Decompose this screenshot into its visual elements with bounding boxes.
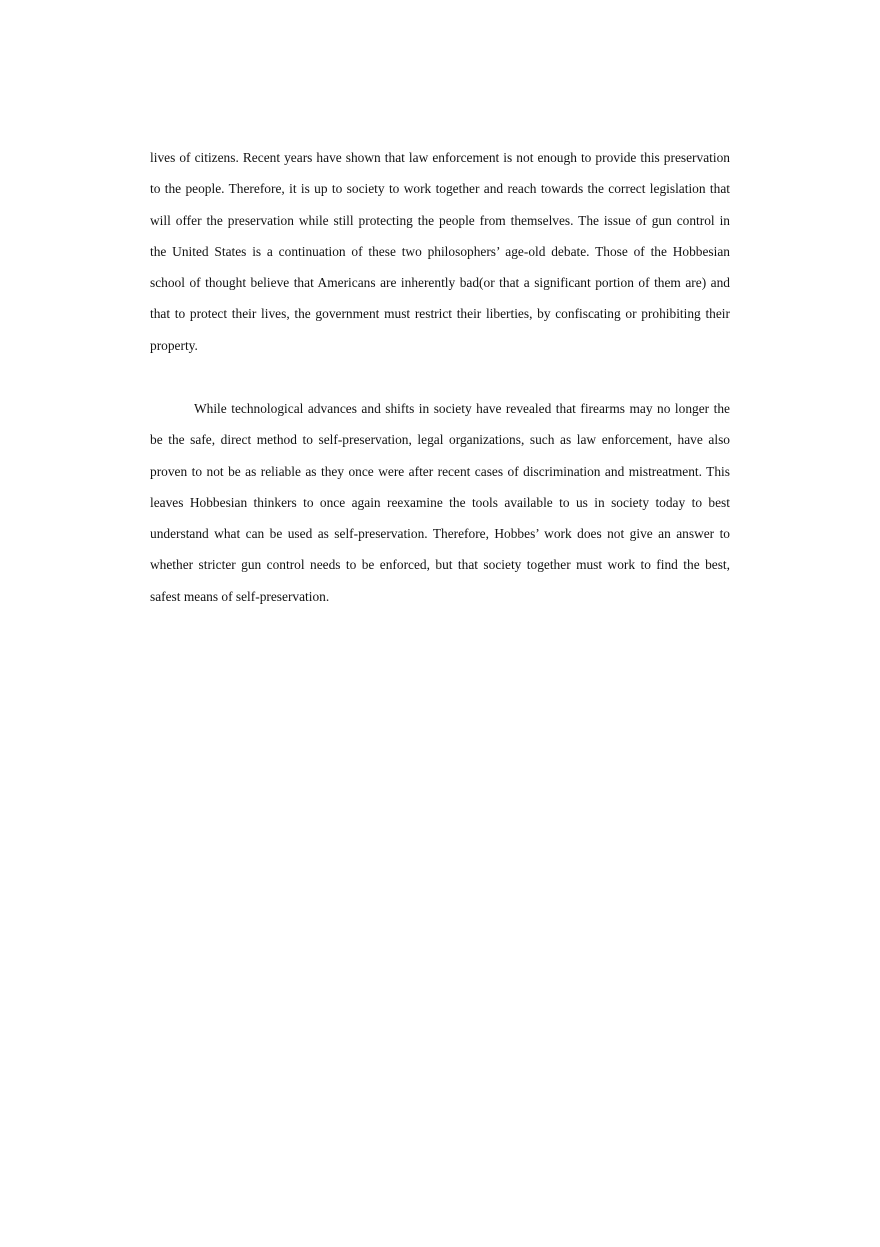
paragraph-line: to the people. Therefore, it is up to society to work together and reach towards the correct legislation that — [150, 181, 730, 197]
paragraph-line: understand what can be used as self-preservation. Therefore, Hobbes’ work does not give an answer to — [150, 526, 730, 542]
paragraph-line: be the safe, direct method to self-preservation, legal organizations, such as law enforcement, have also — [150, 432, 730, 448]
paragraph-line: safest means of self-preservation. — [150, 588, 330, 604]
paragraph-line: property. — [150, 337, 198, 353]
paragraph-line: leaves Hobbesian thinkers to once again reexamine the tools available to us in society today to best — [150, 494, 730, 510]
paragraph-line: While technological advances and shifts in society have revealed that firearms may no longer the — [194, 401, 730, 416]
paragraph-line: that to protect their lives, the government must restrict their liberties, by confiscating or prohibiting their — [150, 306, 730, 322]
paragraph-line: whether stricter gun control needs to be enforced, but that society together must work to find the best, — [150, 557, 730, 573]
paragraph-2 — [150, 393, 730, 612]
paragraph-line: proven to not be as reliable as they once were after recent cases of discrimination and mistreatment. This — [150, 463, 730, 479]
paragraph-line: the United States is a continuation of these two philosophers’ age-old debate. Those of the Hobbesian — [150, 243, 730, 259]
paragraph-1 — [150, 142, 730, 361]
paragraph-line: lives of citizens. Recent years have shown that law enforcement is not enough to provide this preservation — [150, 150, 730, 165]
paragraph-line: school of thought believe that Americans are inherently bad(or that a significant portion of them are) and — [150, 275, 730, 291]
paragraph-line: will offer the preservation while still protecting the people from themselves. The issue of gun control in — [150, 212, 730, 228]
